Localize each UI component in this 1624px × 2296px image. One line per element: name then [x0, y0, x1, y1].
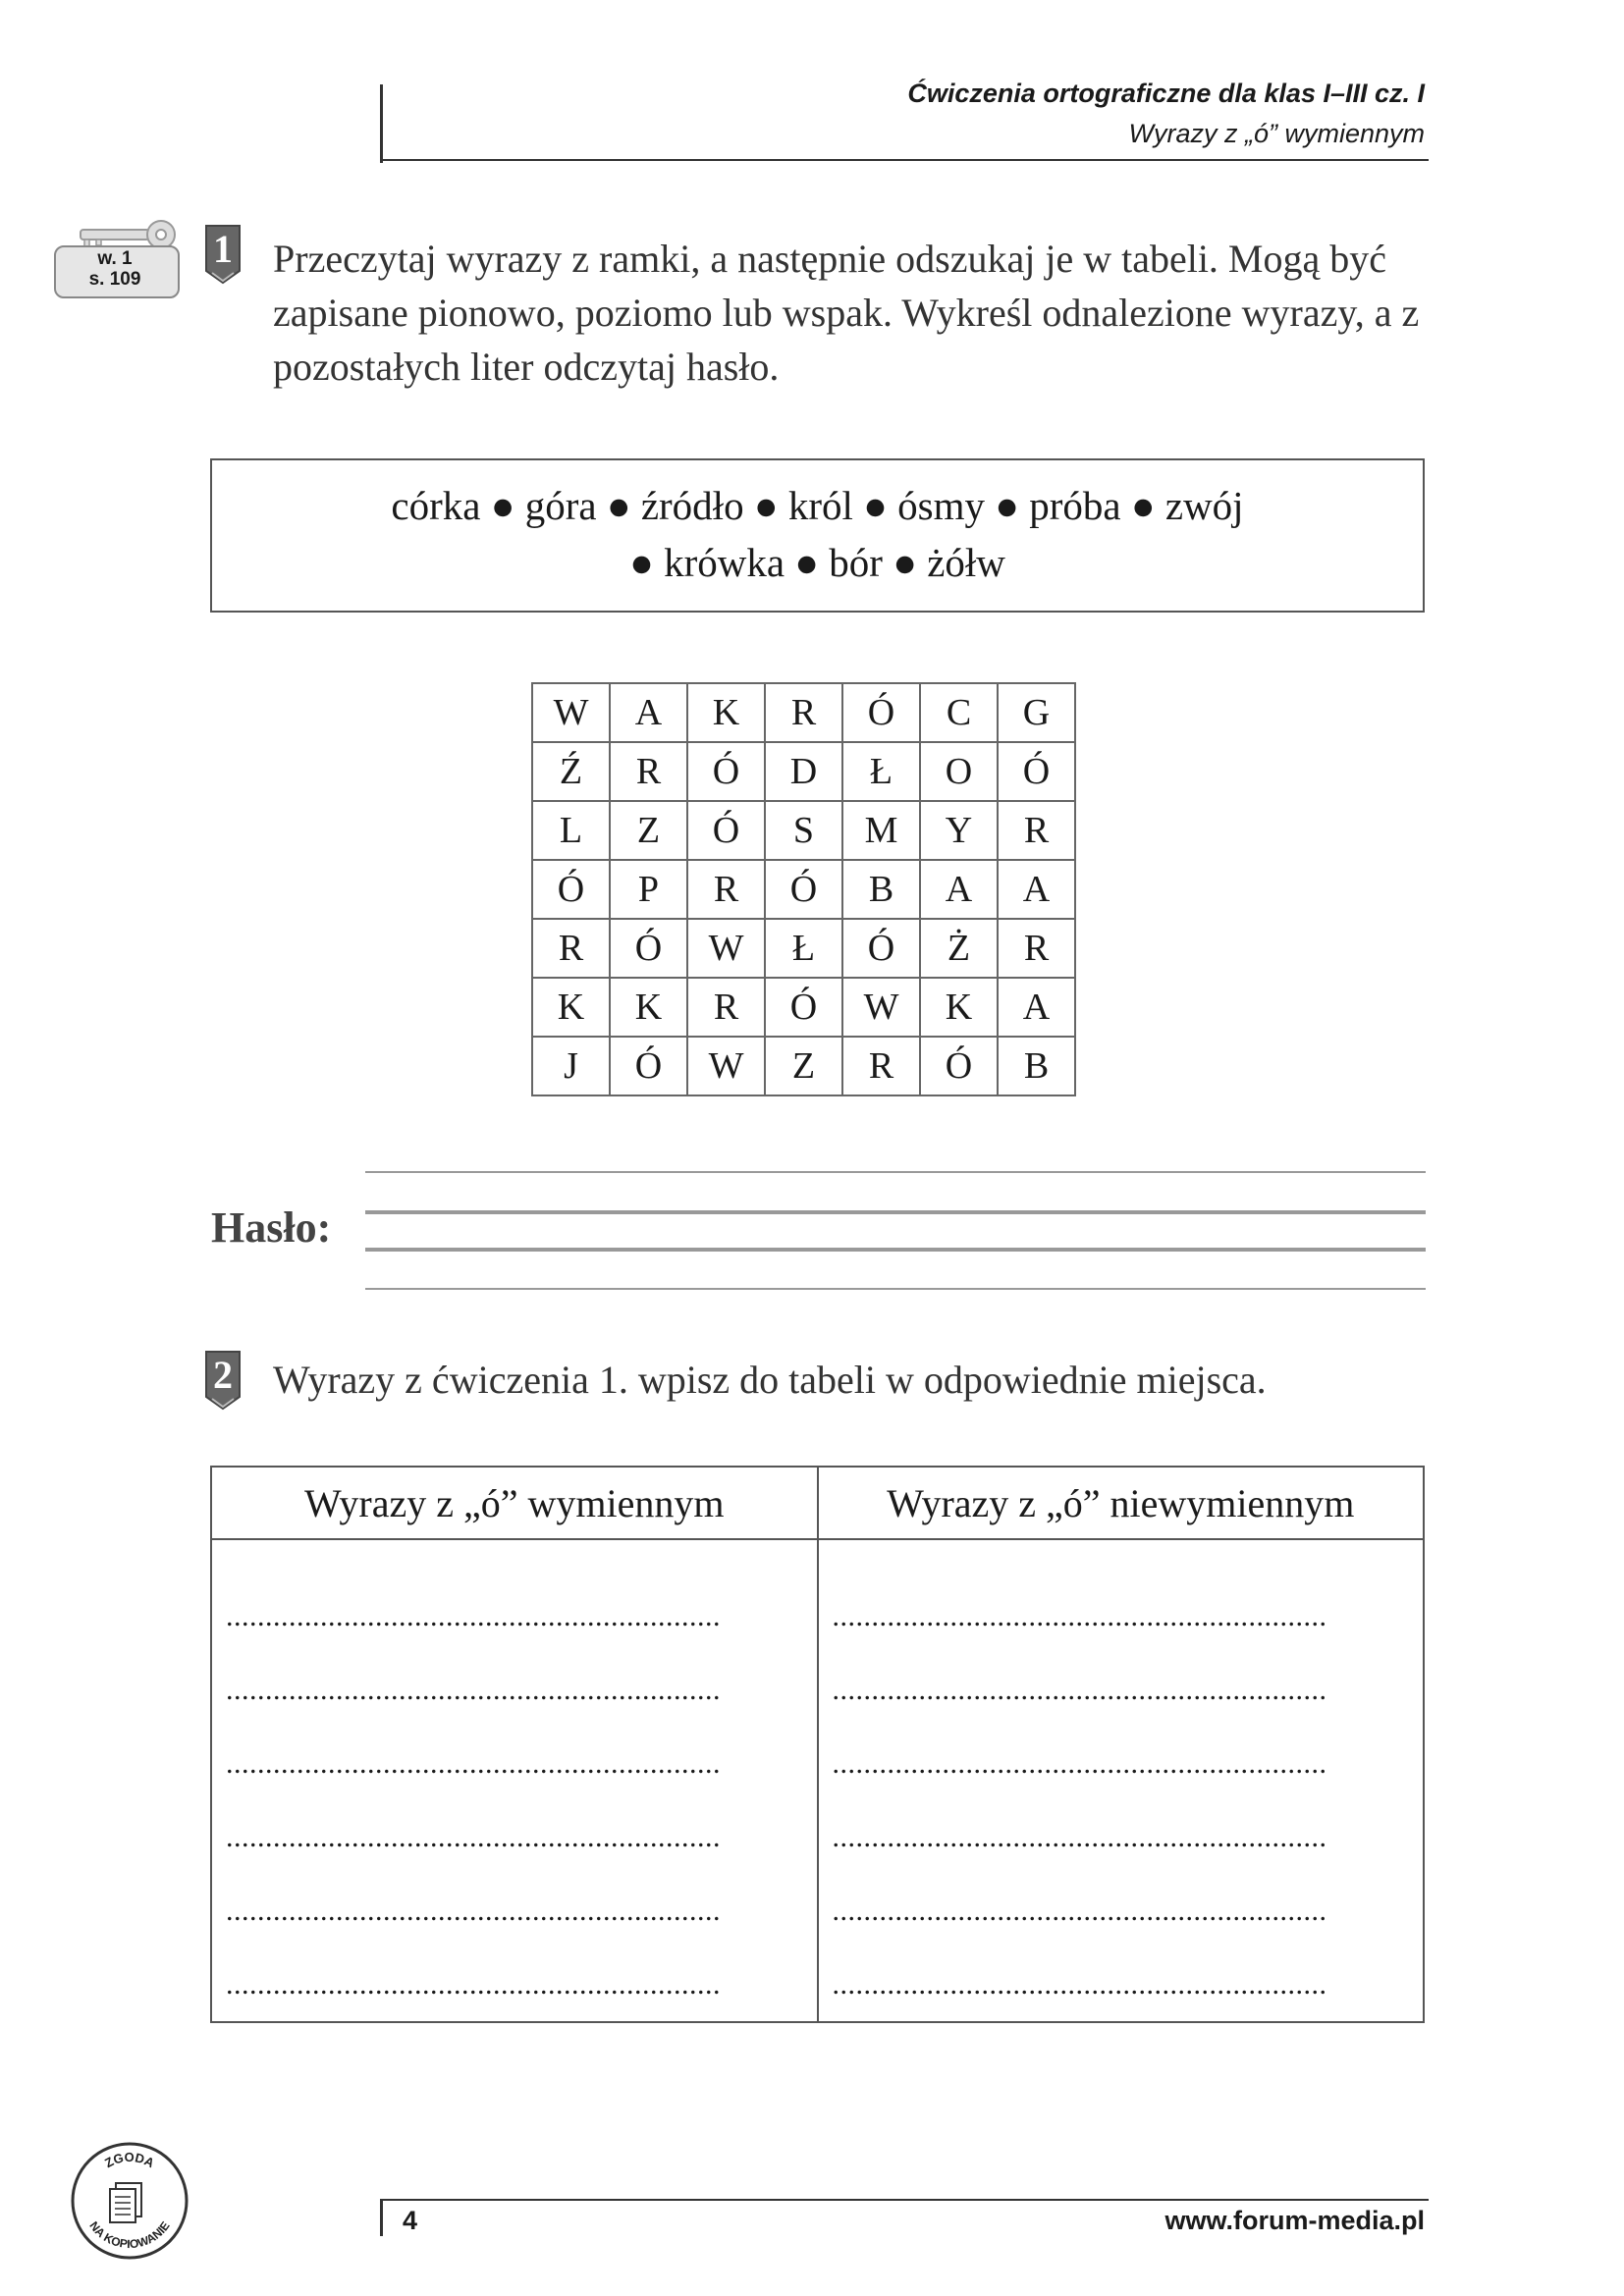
grid-cell[interactable]: K	[687, 683, 765, 742]
grid-cell[interactable]: W	[687, 919, 765, 978]
page-number: 4	[403, 2206, 418, 2235]
word-bank-box	[210, 458, 1425, 613]
grid-cell[interactable]: Ó	[610, 919, 687, 978]
answer-line-3	[365, 1248, 1426, 1252]
answer-label: Hasło:	[211, 1203, 332, 1252]
grid-cell[interactable]: Ó	[920, 1037, 998, 1095]
grid-row	[532, 860, 1075, 919]
grid-row	[532, 1037, 1075, 1095]
write-line[interactable]: ...............................................................	[832, 1600, 1327, 1632]
write-line[interactable]: ...............................................................	[226, 1968, 721, 2001]
grid-row	[532, 919, 1075, 978]
exercise-2-number-badge	[204, 1350, 242, 1411]
grid-row	[532, 978, 1075, 1037]
grid-cell[interactable]: Z	[610, 801, 687, 860]
grid-cell[interactable]: R	[765, 683, 842, 742]
grid-cell[interactable]: R	[998, 801, 1075, 860]
header-subtitle: Wyrazy z „ó” wymiennym	[1128, 119, 1425, 148]
footer-url[interactable]: www.forum-media.pl	[1164, 2206, 1425, 2235]
write-line[interactable]: ...............................................................	[226, 1674, 721, 1706]
grid-cell[interactable]: W	[687, 1037, 765, 1095]
copy-pages-icon	[110, 2183, 141, 2222]
grid-cell[interactable]: R	[998, 919, 1075, 978]
word-bank-line-1: córka ● góra ● źródło ● król ● ósmy ● próba ● zwój	[391, 483, 1244, 528]
grid-row	[532, 683, 1075, 742]
grid-cell[interactable]: K	[532, 978, 610, 1037]
answer-table	[210, 1466, 1425, 2023]
key-tag-line2: s. 109	[88, 269, 141, 290]
grid-cell[interactable]: Ó	[610, 1037, 687, 1095]
write-line[interactable]: ...............................................................	[832, 1968, 1327, 2001]
grid-cell[interactable]: Ł	[842, 742, 920, 801]
grid-cell[interactable]: Ż	[920, 919, 998, 978]
grid-row	[532, 742, 1075, 801]
column-header-nonexchangeable: Wyrazy z „ó” niewymiennym	[818, 1467, 1425, 1539]
grid-cell[interactable]: Y	[920, 801, 998, 860]
write-line[interactable]: ...............................................................	[226, 1747, 721, 1780]
grid-cell[interactable]: L	[532, 801, 610, 860]
grid-cell[interactable]: Ó	[687, 801, 765, 860]
grid-cell[interactable]: C	[920, 683, 998, 742]
grid-cell[interactable]: Ó	[842, 919, 920, 978]
write-line[interactable]: ...............................................................	[226, 1821, 721, 1853]
grid-cell[interactable]: K	[610, 978, 687, 1037]
key-tag-line1: w. 1	[97, 248, 133, 269]
answer-line-1	[365, 1171, 1426, 1173]
grid-cell[interactable]: A	[920, 860, 998, 919]
answer-line-2	[365, 1210, 1426, 1214]
grid-cell[interactable]: K	[920, 978, 998, 1037]
write-line[interactable]: ...............................................................	[832, 1821, 1327, 1853]
footer-divider-horizontal	[380, 2199, 1429, 2201]
stamp-bottom-text: NA KOPIOWANIE	[86, 2218, 173, 2252]
grid-cell[interactable]: Ó	[765, 978, 842, 1037]
header-divider-vertical	[380, 84, 383, 163]
grid-cell[interactable]: R	[610, 742, 687, 801]
header-divider-horizontal	[380, 159, 1429, 161]
grid-cell[interactable]: Ł	[765, 919, 842, 978]
grid-cell[interactable]: Z	[765, 1037, 842, 1095]
grid-cell[interactable]: Ó	[687, 742, 765, 801]
exercise-1-number-badge	[204, 224, 242, 285]
grid-cell[interactable]: S	[765, 801, 842, 860]
grid-cell[interactable]: A	[610, 683, 687, 742]
write-line[interactable]: ...............................................................	[226, 1895, 721, 1927]
grid-cell[interactable]: R	[842, 1037, 920, 1095]
grid-cell[interactable]: R	[687, 860, 765, 919]
exercise-1-number: 1	[213, 227, 233, 271]
grid-cell[interactable]: P	[610, 860, 687, 919]
stamp-top-text: ZGODA	[102, 2149, 157, 2171]
grid-cell[interactable]: W	[842, 978, 920, 1037]
grid-cell[interactable]: B	[842, 860, 920, 919]
grid-cell[interactable]: O	[920, 742, 998, 801]
grid-cell[interactable]: G	[998, 683, 1075, 742]
answer-line-4	[365, 1288, 1426, 1290]
exercise-1-instruction: Przeczytaj wyrazy z ramki, a następnie odszukaj je w tabeli. Mogą być zapisane pionowo, poziomo lub wspak. Wykreśl odnalezione wyrazy, a z pozostałych liter odczytaj hasło.	[273, 237, 1420, 389]
exercise-2-instruction: Wyrazy z ćwiczenia 1. wpisz do tabeli w odpowiednie miejsca.	[273, 1358, 1267, 1402]
grid-cell[interactable]: Ó	[998, 742, 1075, 801]
write-line[interactable]: ...............................................................	[832, 1674, 1327, 1706]
grid-cell[interactable]: A	[998, 860, 1075, 919]
column-exchangeable-cell[interactable]	[211, 1539, 818, 2022]
write-line[interactable]: ...............................................................	[832, 1895, 1327, 1927]
letter-grid	[531, 682, 1076, 1096]
grid-cell[interactable]: J	[532, 1037, 610, 1095]
grid-cell[interactable]: B	[998, 1037, 1075, 1095]
header-title: Ćwiczenia ortograficzne dla klas I–III cz. I	[907, 79, 1425, 108]
write-line[interactable]: ...............................................................	[832, 1747, 1327, 1780]
grid-cell[interactable]: R	[687, 978, 765, 1037]
exercise-2-number: 2	[213, 1353, 233, 1397]
copy-permission-stamp	[69, 2140, 191, 2263]
grid-row	[532, 801, 1075, 860]
grid-cell[interactable]: Ó	[765, 860, 842, 919]
grid-cell[interactable]: Ź	[532, 742, 610, 801]
grid-cell[interactable]: Ó	[842, 683, 920, 742]
grid-cell[interactable]: W	[532, 683, 610, 742]
grid-cell[interactable]: Ó	[532, 860, 610, 919]
word-bank-line-2: ● krówka ● bór ● żółw	[629, 540, 1005, 585]
footer-divider-vertical	[380, 2199, 383, 2236]
column-header-exchangeable: Wyrazy z „ó” wymiennym	[211, 1467, 818, 1539]
grid-cell[interactable]: M	[842, 801, 920, 860]
grid-cell[interactable]: R	[532, 919, 610, 978]
column-nonexchangeable-cell[interactable]	[818, 1539, 1425, 2022]
write-line[interactable]: ...............................................................	[226, 1600, 721, 1632]
grid-cell[interactable]: D	[765, 742, 842, 801]
grid-cell[interactable]: A	[998, 978, 1075, 1037]
